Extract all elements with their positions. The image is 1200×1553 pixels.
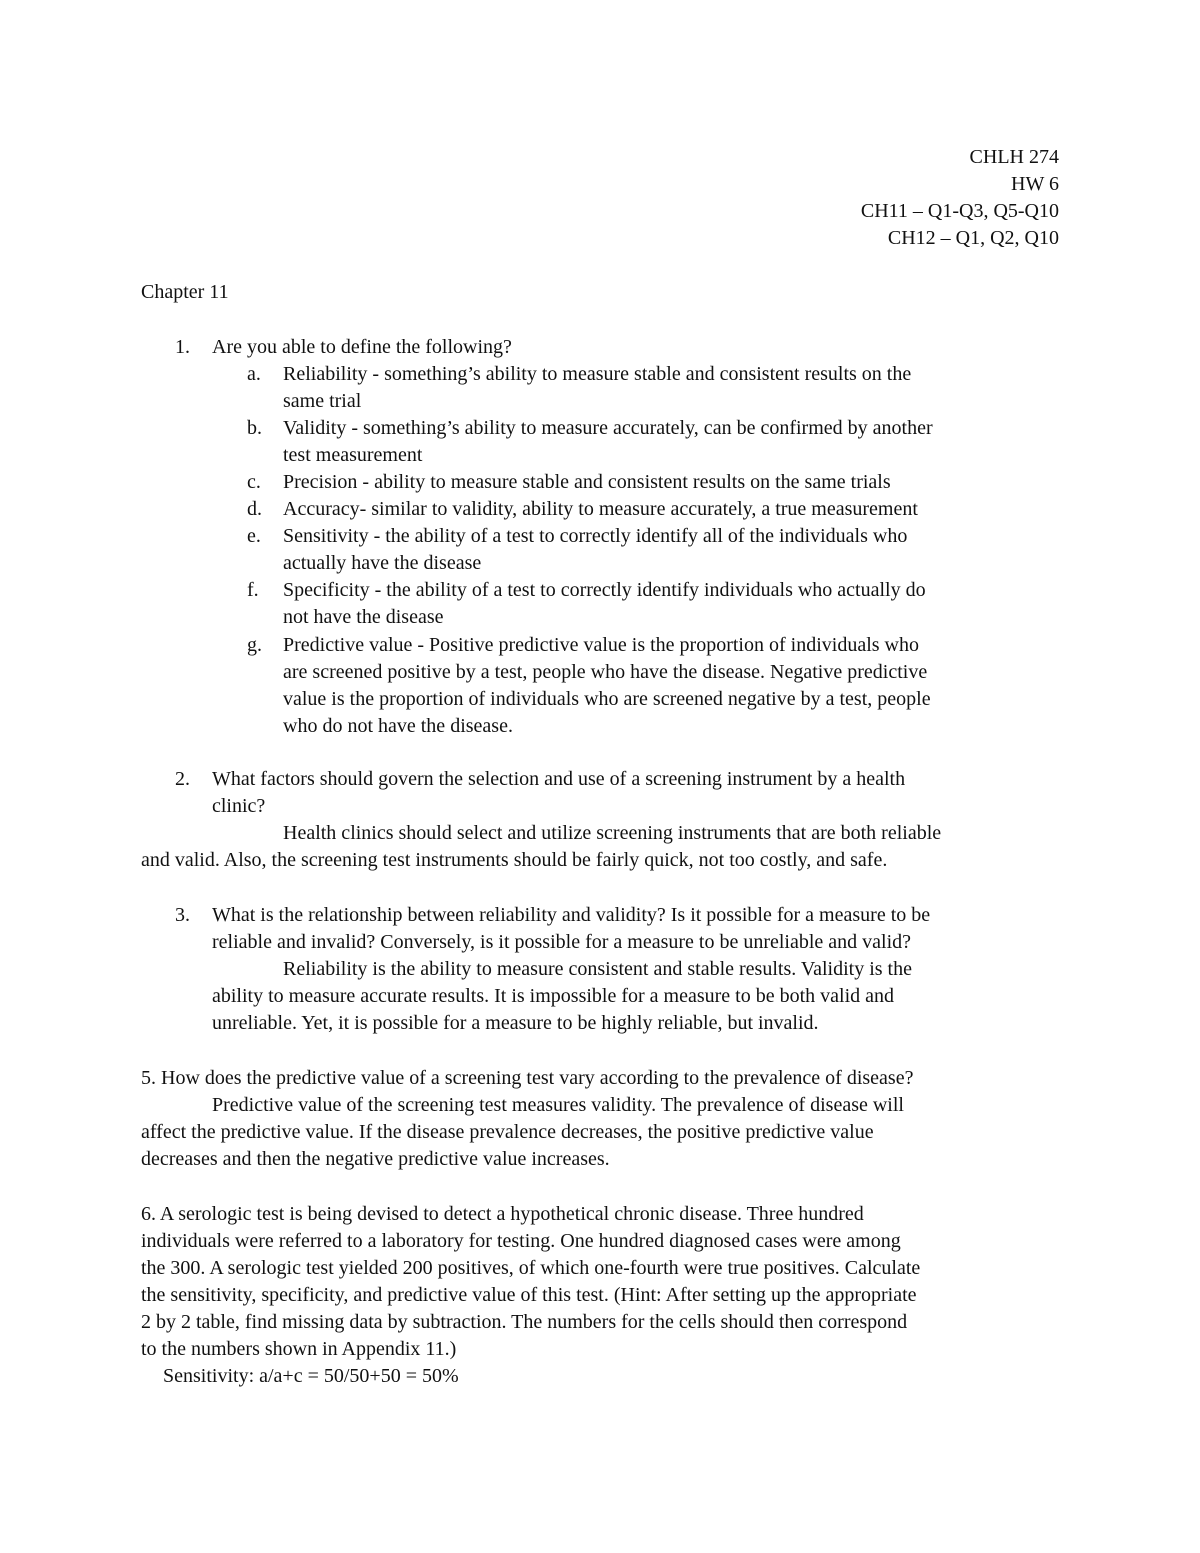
definition-line: same trial (283, 390, 362, 412)
question-text: clinic? (212, 795, 266, 817)
course-code: CHLH 274 (969, 146, 1059, 168)
question-number: 3. (175, 904, 190, 926)
ch12-question-list: CH12 – Q1, Q2, Q10 (887, 227, 1059, 249)
item-letter: g. (247, 634, 262, 656)
question-text: to the numbers shown in Appendix 11.) (141, 1338, 457, 1360)
question-text: What is the relationship between reliability and validity? Is it possible for a measure to be (212, 904, 931, 926)
ch11-question-list: CH11 – Q1-Q3, Q5-Q10 (860, 200, 1059, 222)
definition-line: Specificity - the ability of a test to correctly identify individuals who actually do (283, 579, 926, 601)
definition-line: Predictive value - Positive predictive value is the proportion of individuals who (283, 634, 919, 656)
question-text: individuals were referred to a laboratory for testing. One hundred diagnosed cases were among (141, 1230, 901, 1252)
assignment-title: HW 6 (1011, 173, 1059, 195)
definition-line: Validity - something’s ability to measure accurately, can be confirmed by another (283, 417, 933, 439)
question-text: 6. A serologic test is being devised to detect a hypothetical chronic disease. Three hundred (141, 1203, 864, 1225)
question-text: the 300. A serologic test yielded 200 positives, of which one-fourth were true positives. Calculate (141, 1257, 921, 1279)
definition-line: who do not have the disease. (283, 715, 513, 737)
answer-text: ability to measure accurate results. It is impossible for a measure to be both valid and (212, 985, 895, 1007)
answer-text: Predictive value of the screening test measures validity. The prevalence of disease will (212, 1094, 904, 1116)
question-number: 1. (175, 336, 190, 358)
definition-line: not have the disease (283, 606, 444, 628)
definition-line: are screened positive by a test, people who have the disease. Negative predictive (283, 661, 928, 683)
answer-text: unreliable. Yet, it is possible for a measure to be highly reliable, but invalid. (212, 1012, 819, 1034)
answer-text: and valid. Also, the screening test instruments should be fairly quick, not too costly, and safe. (141, 849, 888, 871)
definition-line: Sensitivity - the ability of a test to correctly identify all of the individuals who (283, 525, 908, 547)
item-letter: e. (247, 525, 261, 547)
answer-text: decreases and then the negative predictive value increases. (141, 1148, 610, 1170)
question-text: the sensitivity, specificity, and predictive value of this test. (Hint: After setting up the appropriate (141, 1284, 917, 1306)
definition-line: test measurement (283, 444, 423, 466)
definition-line: actually have the disease (283, 552, 482, 574)
answer-text: Reliability is the ability to measure consistent and stable results. Validity is the (283, 958, 912, 980)
question-text: What factors should govern the selection and use of a screening instrument by a health (212, 768, 906, 790)
definition-line: Reliability - something’s ability to measure stable and consistent results on the (283, 363, 912, 385)
definition-line: Accuracy- similar to validity, ability to measure accurately, a true measurement (283, 498, 918, 520)
question-text: 2 by 2 table, find missing data by subtraction. The numbers for the cells should then correspond (141, 1311, 908, 1333)
question-text: reliable and invalid? Conversely, is it possible for a measure to be unreliable and valid? (212, 931, 912, 953)
definition-line: Precision - ability to measure stable and consistent results on the same trials (283, 471, 891, 493)
chapter-heading: Chapter 11 (141, 281, 229, 303)
question-text: Are you able to define the following? (212, 336, 512, 358)
question-number: 2. (175, 768, 190, 790)
item-letter: d. (247, 498, 262, 520)
item-letter: c. (247, 471, 261, 493)
item-letter: f. (247, 579, 259, 601)
question-text: 5. How does the predictive value of a screening test vary according to the prevalence of disease? (141, 1067, 914, 1089)
item-letter: b. (247, 417, 262, 439)
item-letter: a. (247, 363, 261, 385)
answer-text: affect the predictive value. If the disease prevalence decreases, the positive predictive value (141, 1121, 874, 1143)
answer-text: Health clinics should select and utilize screening instruments that are both reliable (283, 822, 942, 844)
definition-line: value is the proportion of individuals who are screened negative by a test, people (283, 688, 931, 710)
sensitivity-calculation: Sensitivity: a/a+c = 50/50+50 = 50% (163, 1365, 459, 1387)
